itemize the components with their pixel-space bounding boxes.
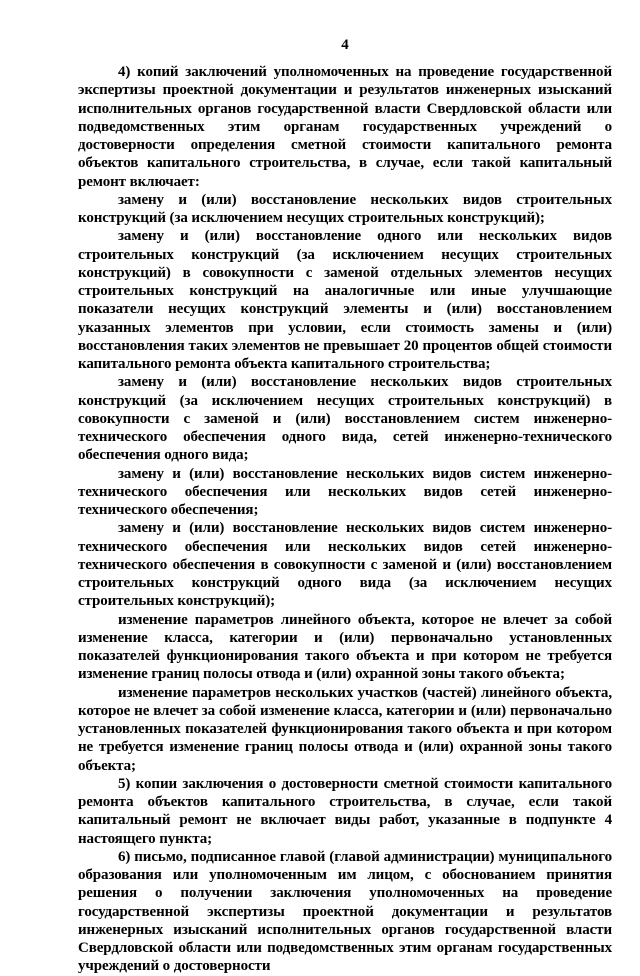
- paragraph-item-6: 6) письмо, подписанное главой (главой администрации) муниципального образования или уполномоченным им лицом, с обоснованием принятия решения о получении заключения уполномоченных на проведение государственной экспертизы проектной документации и результатов инженерных изысканий исполнительных органов государственной власти Свердловской области или подведомственных этим органам государственных учреждений о достоверности: [78, 848, 612, 975]
- document-body: [78, 63, 612, 976]
- paragraph-linear-object-change: изменение параметров линейного объекта, которое не влечет за собой изменение класса, категории и (или) первоначально установленных показателей функционирования такого объекта и при котором не требуется изменение границ полосы отвода и (или) охранной зоны такого объекта;: [78, 611, 612, 683]
- paragraph-replacement-engineering-systems: замену и (или) восстановление нескольких видов систем инженерно-технического обеспечения или нескольких видов сетей инженерно-технического обеспечения;: [78, 465, 612, 518]
- paragraph-replacement-with-load-bearing-elements: замену и (или) восстановление одного или нескольких видов строительных конструкций (за исключением несущих строительных конструкций) в совокупности с заменой отдельных элементов несущих строительных конструкций на аналогичные или иные улучшающие показатели несущих конструкций элементы и (или) восстановлением указанных элементов при условии, если стоимость замены и (или) восстановления таких элементов не превышает 20 процентов общей стоимости капитального ремонта объекта капитального строительства;: [78, 228, 612, 372]
- paragraph-replacement-engineering-with-structures: замену и (или) восстановление нескольких видов систем инженерно-технического обеспечения или нескольких видов сетей инженерно-технического обеспечения в совокупности с заменой и (или) восстановлением строительных конструкций одного вида (за исключением несущих строительных конструкций);: [78, 520, 612, 610]
- paragraph-item-4: 4) копий заключений уполномоченных на проведение государственной экспертизы проектной документации и результатов инженерных изысканий исполнительных органов государственной власти Свердловской области или подведомственных этим органам государственных учреждений о достоверности определения сметной стоимости капитального ремонта объектов капитального строительства, в случае, если такой капитальный ремонт включает:: [78, 64, 612, 190]
- page-number: 4: [341, 37, 349, 53]
- paragraph-replacement-several-structures: замену и (или) восстановление нескольких видов строительных конструкций (за исключением несущих строительных конструкций);: [78, 191, 612, 226]
- paragraph-replacement-with-engineering-systems: замену и (или) восстановление нескольких видов строительных конструкций (за исключением несущих строительных конструкций) в совокупности с заменой и (или) восстановлением систем инженерно-технического обеспечения одного вида, сетей инженерно-технического обеспечения одного вида;: [78, 374, 612, 464]
- paragraph-item-5: 5) копии заключения о достоверности сметной стоимости капитального ремонта объектов капитального строительства, в случае, если такой капитальный ремонт не включает виды работ, указанные в подпункте 4 настоящего пункта;: [78, 775, 612, 847]
- paragraph-linear-object-sections-change: изменение параметров нескольких участков (частей) линейного объекта, которое не влечет за собой изменение класса, категории и (или) первоначально установленных показателей функционирования такого объекта и при котором не требуется изменение границ полосы отвода и (или) охранной зоны такого объекта;: [78, 684, 612, 774]
